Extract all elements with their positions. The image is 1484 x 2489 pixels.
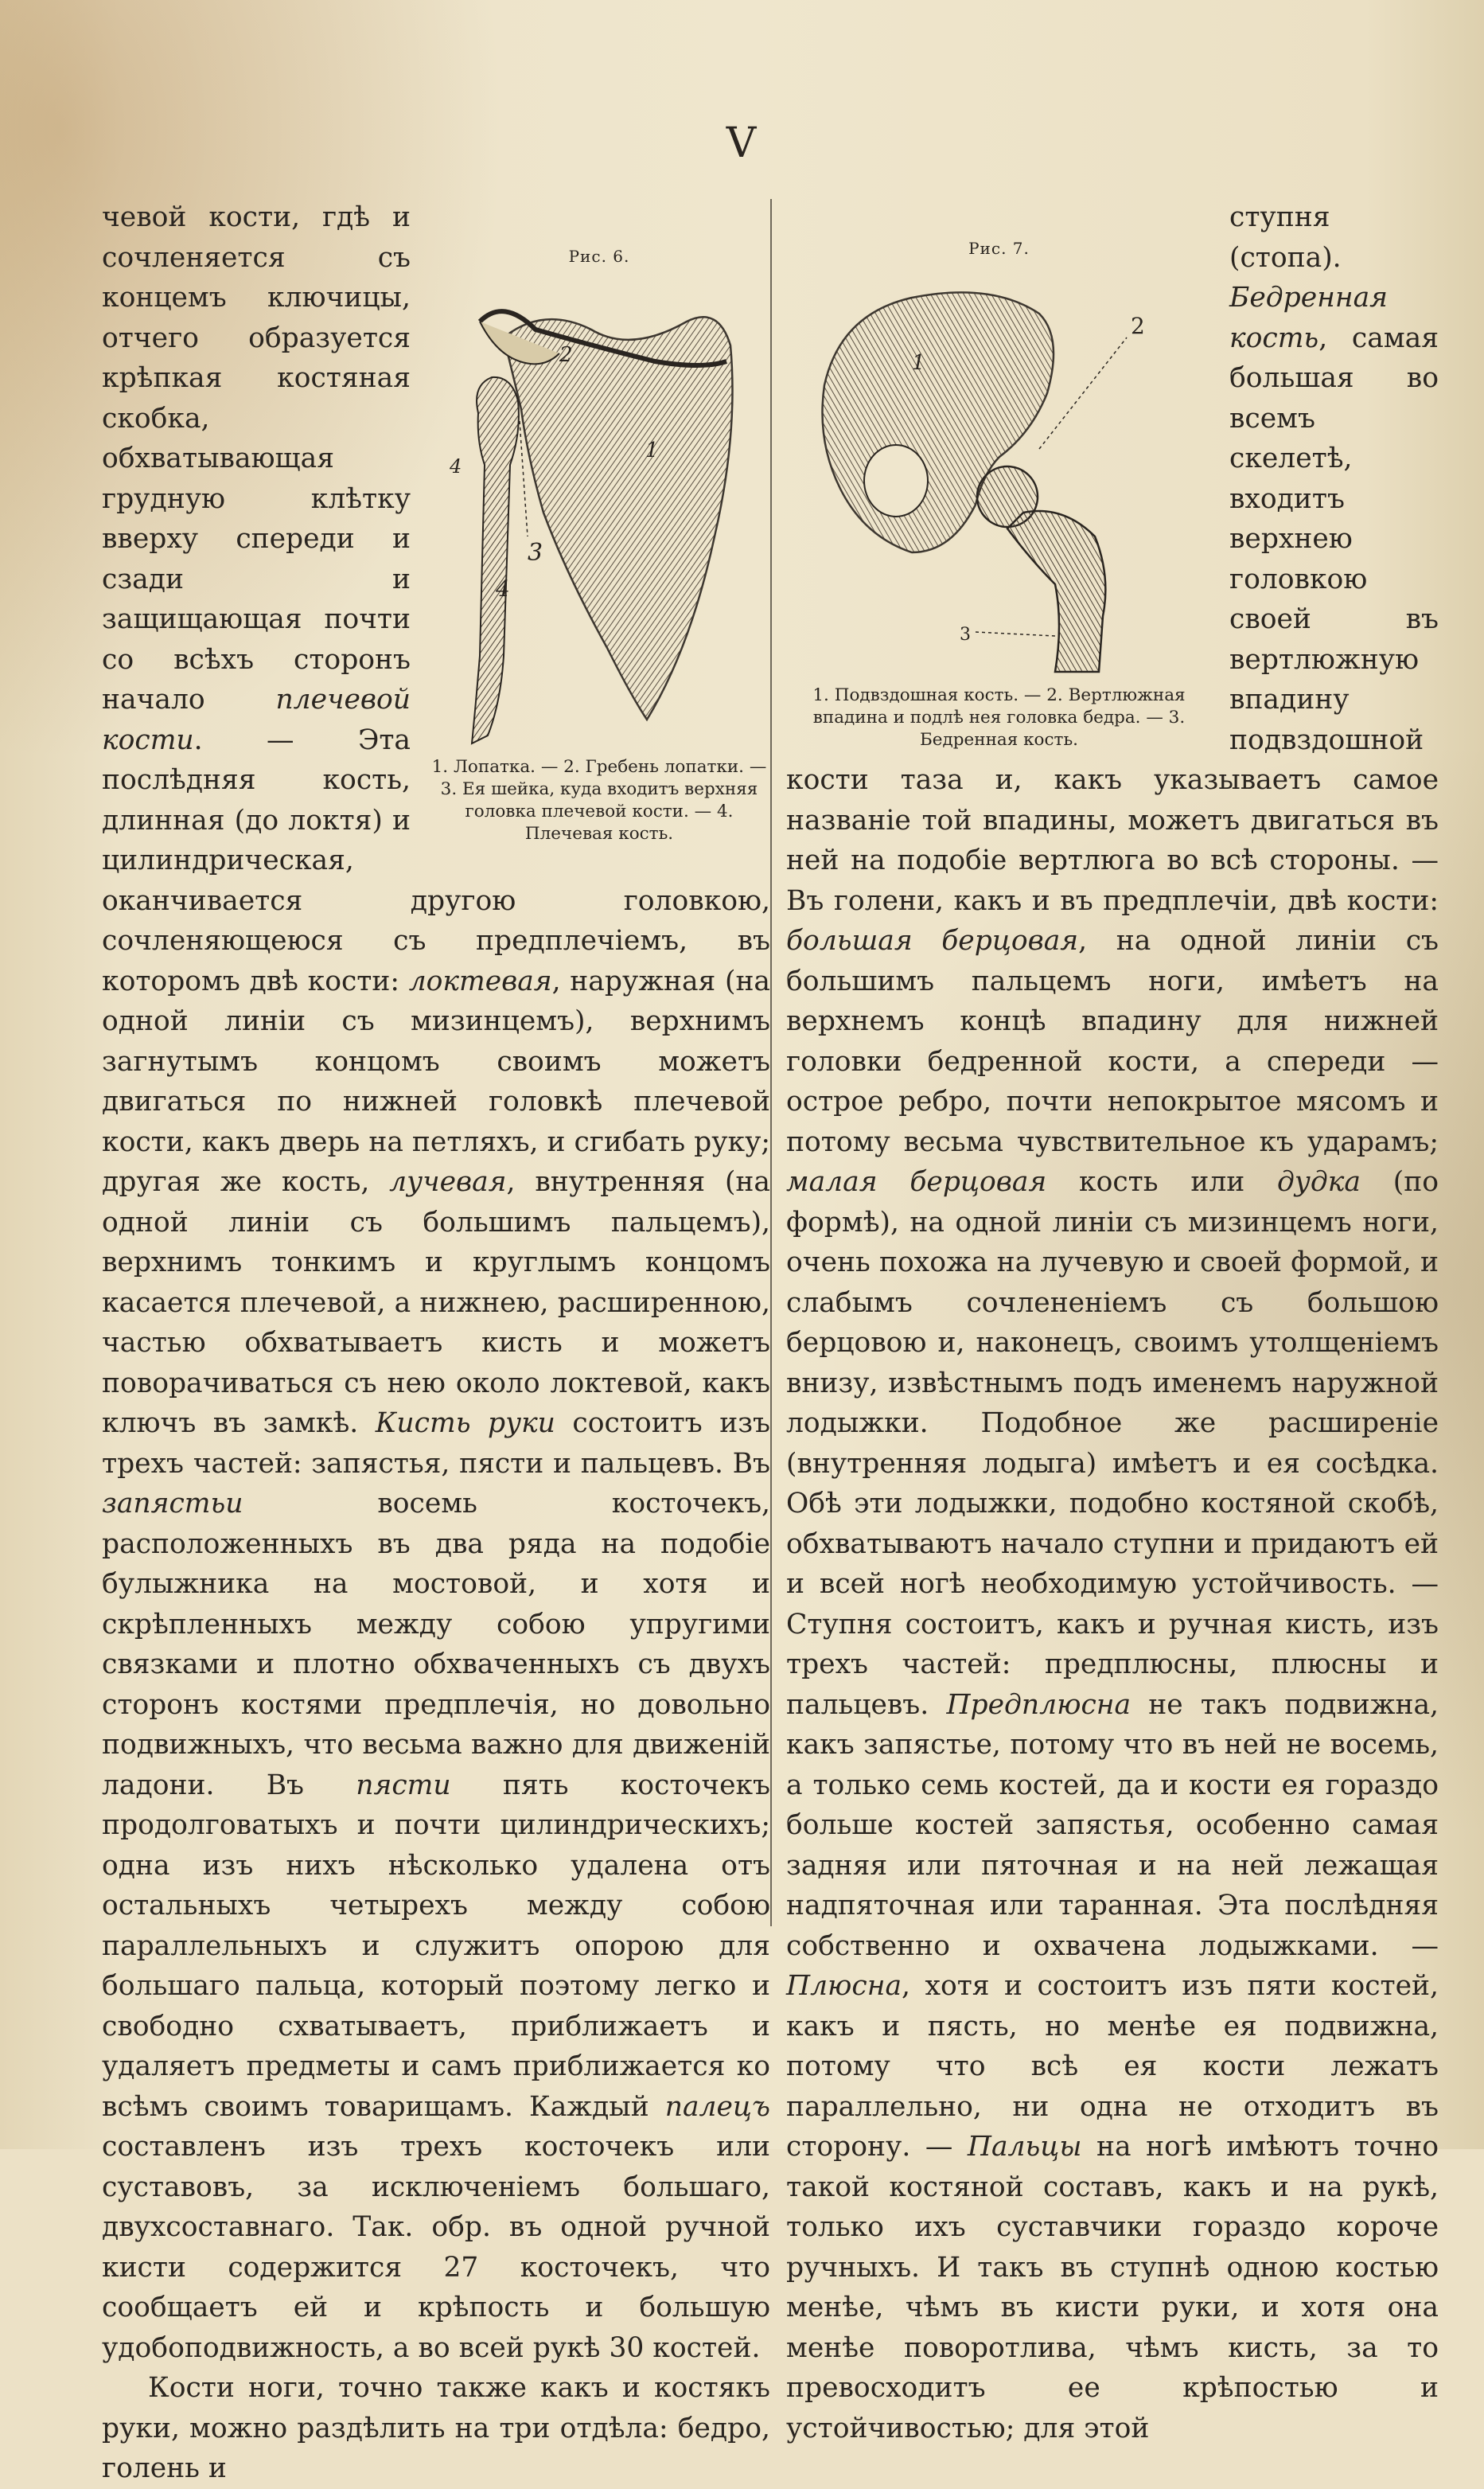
term-femur: Бедренная кость: [1229, 282, 1388, 354]
figure-7: [786, 197, 1212, 751]
term-tarsus: Предплюсна: [946, 1688, 1132, 1721]
term-fibula: малая берцовая: [786, 1166, 1047, 1198]
fig7-marker-3: 3: [959, 625, 971, 645]
term-ulna: локтевая: [408, 965, 552, 997]
term-radius: лучевая: [389, 1166, 507, 1198]
term-hand: Кисть руки: [375, 1407, 555, 1439]
figure-7-caption: 1. Подвздошная кость. — 2. Вертлюжная впадина и подлѣ нея головка бедра. — 3. Бедренная кость.: [812, 685, 1186, 750]
term-finger: палецъ: [664, 2090, 770, 2123]
right-paragraph: ступня (стопа). Бедренная кость, самая большая во всемъ скелетѣ, входитъ верхнею головкою своей въ вертлюжную впадину подвздошной кости таза и, какъ указываетъ самое названiе той впадины, можетъ двигаться въ ней на подобiе вертлюга во всѣ стороны. — Въ голени, какъ и въ предплечiи, двѣ кости: большая берцовая, на одной линiи съ большимъ пальцемъ ноги, имѣетъ на верхнемъ концѣ впадину для нижней головки бедренной кости, а спереди — острое ребро, почти непокрытое мясомъ и потому весьма чувствительное къ ударамъ; малая берцовая кость или дудка (по формѣ), на одной линiи съ мизинцемъ ноги, очень похожа на лучевую и своей формой, и слабымъ сочлененiемъ съ большою берцовою и, наконецъ, своимъ утолщенiемъ внизу, извѣстнымъ подъ именемъ наружной лодыжки. Подобное же расширенiе (внутренняя лодыга) имѣетъ и ея сосѣдка. Обѣ эти лодыжки, подобно костяной скобѣ, обхватываютъ начало ступни и придаютъ ей и всей ногѣ необходимую устойчивость. — Ступня состоитъ, какъ и ручная кисть, изъ трехъ частей: предплюсны, плюсны и пальцевъ. Предплюсна не такъ подвижна, какъ запястье, потому что въ ней не восемь, а только семь костей, да и кости ея гораздо больше костей запястья, особенно самая задняя или пяточная и на ней лежащая надпяточная или таранная. Эта послѣдняя собственно и охвачена лодыжками. — Плюсна, хотя и состоитъ изъ пяти костей, какъ и пясть, но менѣе ея подвижна, потому что всѣ ея кости лежатъ параллельно, ни одна не отходитъ въ сторону. — Пальцы на ногѣ имѣютъ точно такой костяной составъ, какъ и на рукѣ, только ихъ суставчики гораздо короче ручныхъ. И такъ въ ступнѣ одною костью менѣе, чѣмъ въ кисти руки, и хотя она менѣе поворотлива, чѣмъ кисть, за то превосходитъ ее крѣпостью и устойчивостью; для этой: [786, 201, 1439, 2444]
term-humerus: плечевой кости: [102, 684, 411, 756]
term-toes: Пальцы: [967, 2131, 1082, 2163]
column-divider: [770, 199, 772, 1926]
fig6-marker-1: 1: [645, 439, 659, 462]
left-paragraph-1: чевой кости, гдѣ и сочленяется съ концемъ ключицы, отчего образуется крѣпкая костяная скобка, обхватывающая грудную клѣтку вверху спереди и сзади и защищающая почти со всѣхъ сторонъ начало плечевой кости. — Эта послѣдняя кость, длинная (до локтя) и цилиндрическая, оканчивается другою головкою, сочленяющеюся съ предплечiемъ, въ которомъ двѣ кости: локтевая, наружная (на одной линiи съ мизинцемъ), верхнимъ загнутымъ концомъ своимъ можетъ двигаться по нижней головкѣ плечевой кости, какъ дверь на петляхъ, и сгибать руку; другая же кость, лучевая, внутренняя (на одной линiи съ большимъ пальцемъ), верхнимъ тонкимъ и круглымъ концомъ касается плечевой, а нижнею, расширенною, частью обхватываетъ кисть и можетъ поворачиваться съ нею около локтевой, какъ ключъ въ замкѣ. Кисть руки состоитъ изъ трехъ частей: запястья, пясти и пальцевъ. Въ запястьи восемь косточекъ, расположенныхъ въ два ряда на подобiе булыжника на мостовой, и хотя и скрѣпленныхъ между собою упругими связками и плотно обхваченныхъ съ двухъ сторонъ костями предплечiя, но довольно подвижныхъ, что весьма важно для движенiй ладони. Въ пясти пять косточекъ продолговатыхъ и почти цилиндрическихъ; одна изъ нихъ нѣсколько удалена отъ остальныхъ четырехъ между собою параллельныхъ и служитъ опорою для большаго пальца, который поэтому легко и свободно схватываетъ, приближаетъ и удаляетъ предметы и самъ приближается ко всѣмъ своимъ товарищамъ. Каждый палецъ составленъ изъ трехъ косточекъ или суставовъ, за исключенiемъ большаго, двухсоставнаго. Так. обр. въ одной ручной кисти содержится 27 косточекъ, что сообщаетъ ей и крѣпость и большую удобоподвижность, а во всей рукѣ 30 костей.: [102, 201, 771, 2364]
figure-7-label: Рис. 7.: [968, 239, 1030, 258]
right-column: [786, 197, 1439, 2448]
fig6-marker-3: 3: [528, 539, 543, 567]
term-tibia: большая берцовая: [786, 925, 1079, 957]
term-metatarsus: Плюсна: [786, 1970, 902, 2002]
figure-6: [428, 245, 770, 845]
figure-6-label: Рис. 6.: [568, 247, 630, 266]
page-number: V: [726, 119, 758, 167]
term-metacarpus: пясти: [356, 1769, 451, 1801]
fig7-marker-2: 2: [1130, 313, 1145, 339]
term-wrist: запястьи: [102, 1488, 243, 1520]
scapula-illustration: [448, 274, 750, 751]
fig7-marker-1: 1: [911, 351, 925, 375]
fig6-marker-4a: 4: [450, 455, 462, 478]
left-paragraph-2: Кости ноги, точно также какъ и костякъ руки, можно раздѣлить на три отдѣла: бедро, голень и: [102, 2372, 770, 2484]
fig6-marker-2: 2: [559, 343, 573, 367]
fig6-marker-4b: 4: [496, 575, 510, 602]
left-column: [102, 197, 770, 2489]
pelvis-femur-illustration: [793, 266, 1206, 680]
term-dudka: дудка: [1277, 1166, 1361, 1198]
figure-6-caption: 1. Лопатка. — 2. Гребень лопатки. — 3. Ея шейка, куда входитъ верхняя головка плечевой кости. — 4. Плечевая кость.: [431, 757, 767, 844]
